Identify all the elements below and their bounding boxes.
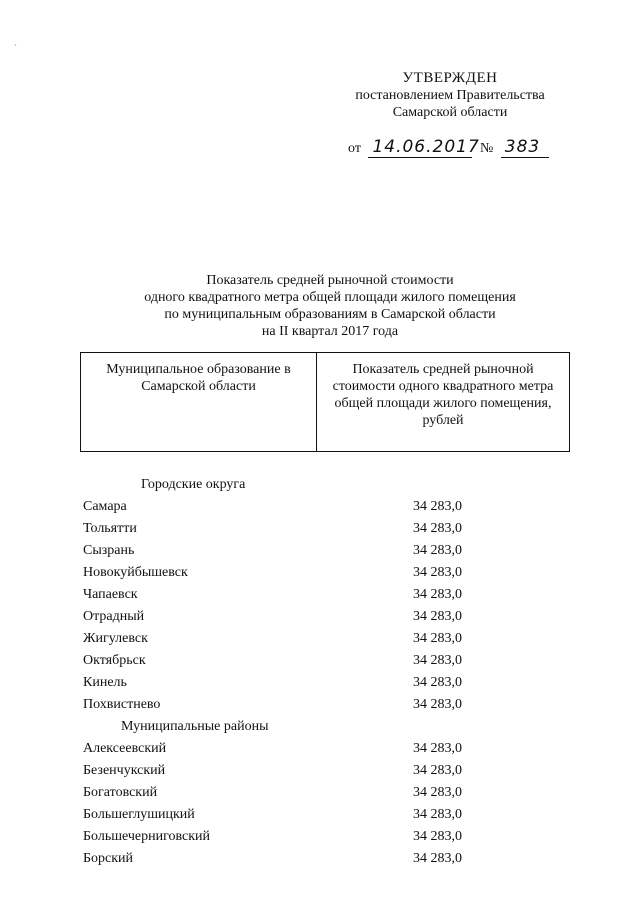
municipality-name: Тольятти	[83, 521, 137, 536]
title-line-4: на II квартал 2017 года	[261, 324, 399, 339]
price-value: 34 283,0	[413, 609, 462, 624]
document-title	[130, 272, 530, 340]
handwritten-number: 383	[501, 137, 549, 158]
price-value: 34 283,0	[413, 697, 462, 712]
price-value: 34 283,0	[413, 785, 462, 800]
table-row	[83, 606, 553, 628]
title-line-3: по муниципальным образованиям в Самарской области	[164, 307, 496, 322]
table-row	[83, 760, 553, 782]
municipality-name: Похвистнево	[83, 697, 161, 712]
from-label: от	[348, 141, 361, 156]
municipality-name: Октябрьск	[83, 653, 146, 668]
municipality-name: Богатовский	[83, 785, 158, 800]
decree-reference	[348, 137, 553, 158]
table-row	[83, 540, 553, 562]
title-line-1: Показатель средней рыночной стоимости	[206, 273, 454, 288]
scan-speck: ˎ	[14, 36, 17, 46]
table-row	[83, 562, 553, 584]
approval-line-1: постановлением Правительства	[355, 88, 545, 103]
table-header	[80, 352, 570, 452]
price-value: 34 283,0	[413, 631, 462, 646]
price-value: 34 283,0	[413, 807, 462, 822]
group-heading	[83, 716, 553, 738]
table-row	[83, 584, 553, 606]
municipality-name: Большечерниговский	[83, 829, 211, 844]
price-value: 34 283,0	[413, 741, 462, 756]
municipality-name: Алексеевский	[83, 741, 167, 756]
group-label: Городские округа	[141, 477, 246, 492]
table-row	[83, 782, 553, 804]
table-row	[83, 496, 553, 518]
price-value: 34 283,0	[413, 675, 462, 690]
table-row	[83, 672, 553, 694]
table-row	[83, 518, 553, 540]
approval-line-2: Самарской области	[392, 105, 508, 120]
table-row	[83, 826, 553, 848]
price-value: 34 283,0	[413, 565, 462, 580]
table-row	[83, 650, 553, 672]
municipality-name: Борский	[83, 851, 134, 866]
municipality-name: Отрадный	[83, 609, 145, 624]
price-value: 34 283,0	[413, 521, 462, 536]
approval-block	[330, 70, 570, 121]
municipality-name: Безенчукский	[83, 763, 166, 778]
price-value: 34 283,0	[413, 653, 462, 668]
municipality-name: Большеглушицкий	[83, 807, 195, 822]
number-label: №	[479, 141, 494, 156]
municipality-name: Жигулевск	[83, 631, 148, 646]
price-value: 34 283,0	[413, 829, 462, 844]
group-heading	[83, 474, 553, 496]
title-line-2: одного квадратного метра общей площади жилого помещения	[144, 290, 516, 305]
data-list	[83, 474, 553, 870]
table-row	[83, 694, 553, 716]
price-value: 34 283,0	[413, 851, 462, 866]
price-value: 34 283,0	[413, 587, 462, 602]
group-label: Муниципальные районы	[121, 719, 269, 734]
table-row	[83, 848, 553, 870]
approved-heading: УТВЕРЖДЕН	[402, 70, 498, 86]
column-header-price: Показатель средней рыночной стоимости одного квадратного метра общей площади жилого помещения, рублей	[332, 362, 554, 428]
municipality-name: Кинель	[83, 675, 127, 690]
column-header-municipality: Муниципальное образование в Самарской области	[81, 353, 317, 451]
handwritten-date: 14.06.2017	[368, 137, 472, 158]
price-value: 34 283,0	[413, 499, 462, 514]
table-row	[83, 804, 553, 826]
municipality-name: Самара	[83, 499, 127, 514]
table-row	[83, 738, 553, 760]
municipality-name: Сызрань	[83, 543, 135, 558]
price-value: 34 283,0	[413, 763, 462, 778]
price-value: 34 283,0	[413, 543, 462, 558]
municipality-name: Чапаевск	[83, 587, 138, 602]
municipality-name: Новокуйбышевск	[83, 565, 188, 580]
table-row	[83, 628, 553, 650]
